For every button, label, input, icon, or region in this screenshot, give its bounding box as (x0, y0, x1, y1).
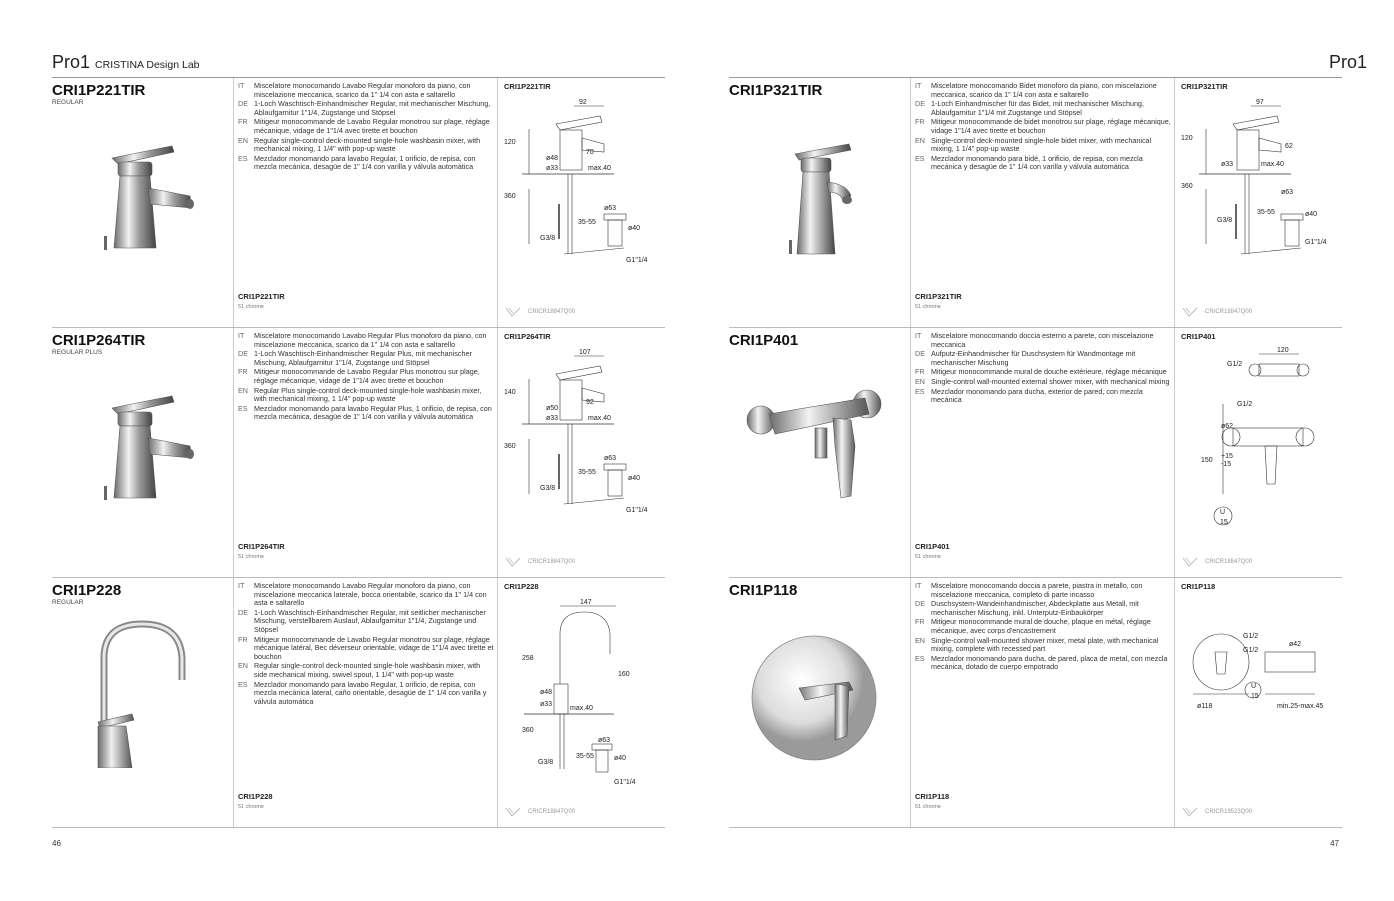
dimension-label: 147 (580, 599, 592, 606)
dimension-label: 15 (1220, 519, 1228, 526)
reference (1181, 806, 1252, 818)
description-line (915, 618, 1171, 635)
description-line (915, 378, 1171, 387)
dimension-label: 258 (522, 655, 534, 662)
dimension-label: G3/8 (538, 759, 554, 766)
dimension-label: U (1251, 683, 1257, 690)
column-divider (1174, 328, 1175, 577)
language-code: EN (915, 376, 925, 386)
dimension-label: ø118 (1197, 703, 1213, 710)
column-divider (497, 328, 498, 577)
product-code: CRI1P228 (52, 582, 122, 599)
reference-code: CRICR18847Q00 (1205, 309, 1253, 315)
reference-code: CRICR19523Q00 (1205, 809, 1253, 815)
dimension-label: G1/2 (1237, 401, 1253, 408)
description-text: Mitigeur monocommande mural de douche, plaque en métal, réglage mécanique, avec corps d'encastrement (931, 617, 1151, 635)
product-image (62, 368, 212, 518)
dimension-label: 35-55 (576, 753, 594, 760)
product-description (915, 82, 1171, 173)
dimension-label: 120 (504, 139, 516, 146)
dimension-label: 120 (1277, 347, 1289, 354)
language-code: DE (915, 99, 925, 109)
finish-code: CRI1P321TIR (915, 292, 962, 301)
description-line (915, 137, 1171, 154)
dimension-label: 92 (579, 99, 587, 106)
description-line (915, 350, 1171, 367)
description-text: Mitigeur monocommande mural de douche extérieure, réglage mécanique (931, 367, 1167, 377)
language-code: EN (238, 135, 248, 145)
drawing-code: CRI1P228 (504, 582, 539, 591)
product-line: REGULAR (52, 99, 84, 106)
dimension-label: 107 (579, 349, 591, 356)
recycle-icon (1181, 806, 1199, 818)
description-line (238, 118, 494, 135)
description-line (915, 332, 1171, 349)
reference (504, 556, 575, 568)
language-code: EN (238, 661, 248, 671)
dimension-label: ø33 (540, 701, 553, 708)
description-line (238, 681, 494, 707)
language-code: FR (238, 367, 248, 377)
finish-code: CRI1P401 (915, 542, 950, 551)
column-divider (910, 578, 911, 827)
description-text: Single-control wall-mounted shower mixer, metal plate, with mechanical mixing, complete with recessed part (931, 635, 1159, 654)
column-divider (497, 78, 498, 327)
dimension-label: 62 (1285, 143, 1293, 150)
dimension-label: G1"1/4 (626, 257, 648, 264)
dimension-label: 70 (586, 149, 594, 156)
description-line (238, 155, 494, 172)
language-code: IT (238, 331, 245, 340)
description-text: 1-Loch Einhandmischer für das Bidet, mit mechanischer Mischung, Ablaufgarnitur 1"1/4 mit Zugstange und Stöpsel (931, 99, 1144, 117)
description-line (238, 137, 494, 154)
column-divider (233, 578, 234, 827)
description-line (915, 637, 1171, 654)
product-code: CRI1P118 (729, 582, 798, 599)
dimension-label: G1"1/4 (1305, 239, 1327, 246)
product-code: CRI1P401 (729, 332, 799, 349)
language-code: EN (238, 385, 248, 395)
dimension-label: +15 (1221, 453, 1233, 460)
description-text: Miscelatore monocomando Lavabo Regular Plus monoforo da piano, con miscelazione meccanica, scarico da 1" 1/4 con asta e saltarello (254, 331, 487, 349)
language-code: IT (915, 81, 922, 90)
brand-title: Pro1 (52, 52, 91, 72)
description-line (238, 82, 494, 99)
dimension-label: ø33 (546, 415, 559, 422)
description-text: Miscelatore monocomando Lavabo Regular monoforo da piano, con miscelazione meccanica, scarico da 1" 1/4 con asta e saltarello (254, 81, 471, 99)
description-text: Mitigeur monocommande de bidet monotrou sur plage, réglage mécanique, vidage 1"1/4 avec tirette et bouchon (931, 117, 1171, 135)
finish-code: CRI1P118 (915, 792, 950, 801)
reference-code: CRICR18847Q00 (1205, 559, 1253, 565)
description-text: Regular Plus single-control deck-mounted single-hole washbasin mixer, with mechanical mixing, 1 1/4" pop-up waste (254, 385, 482, 404)
dimension-label: G1/2 (1243, 633, 1259, 640)
dimension-label: ø63 (598, 737, 611, 744)
finish-code: CRI1P228 (238, 792, 273, 801)
dimension-label: ø62 (1221, 423, 1234, 430)
product-image (739, 368, 889, 518)
recycle-icon (1181, 556, 1199, 568)
description-text: Regular single-control deck-mounted single-hole washbasin mixer, with mechanical mixing, 1 1/4" with pop-up waste (254, 135, 481, 154)
dimension-label: G1"1/4 (626, 507, 648, 514)
description-text: Mezclador monomando para lavabo Regular, 1 orificio, de repisa, con mezcla mecánica, desagüe de 1" 1/4 con varilla y válvula automática (254, 153, 476, 172)
finish-code: CRI1P221TIR (238, 292, 285, 301)
dimension-label: 97 (1256, 99, 1264, 106)
technical-drawing (504, 94, 664, 294)
description-text: 1-Loch Waschtisch-Einhandmischer Regular, mit seitlicher mechanischer Mischung, verstellbarem Auslauf, Ablaufgarnitur 1"1/4, Zugstange und Stöpsel (254, 607, 486, 634)
language-code: ES (915, 153, 925, 163)
language-code: ES (238, 403, 248, 413)
dimension-label: U (1220, 509, 1226, 516)
language-code: FR (915, 367, 925, 377)
dimension-label: max.40 (1261, 161, 1284, 168)
description-text: Aufputz-Einhandmischer für Duschsystem für Wandmontage mit mechanischer Mischung (931, 349, 1136, 367)
finish-code: CRI1P264TIR (238, 542, 285, 551)
column-divider (910, 328, 911, 577)
product-row (52, 328, 665, 578)
language-code: FR (915, 617, 925, 627)
column-divider (233, 328, 234, 577)
language-code: IT (238, 581, 245, 590)
product-image (739, 118, 889, 268)
language-code: DE (915, 599, 925, 609)
dimension-label: ø48 (546, 155, 559, 162)
recycle-icon (504, 306, 522, 318)
description-text: Duschsystem-Wandeinhandmischer, Abdeckplatte aus Metall, mit mechanischer Mischung, inkl. Unterputz-Einbaukörper (931, 599, 1139, 617)
language-code: FR (238, 634, 248, 644)
product-description (238, 332, 494, 423)
dimension-label: ø63 (604, 205, 617, 212)
page-number: 47 (1330, 839, 1339, 848)
column-divider (1174, 578, 1175, 827)
language-code: EN (915, 635, 925, 645)
recycle-icon (504, 556, 522, 568)
description-text: Mitigeur monocommande de Lavabo Regular monotrou sur plage, réglage mécanique, vidage de 1"1/4 avec tirette et bouchon (254, 117, 490, 135)
drawing-code: CRI1P401 (1181, 332, 1216, 341)
language-code: DE (915, 349, 925, 359)
dimension-label: ø33 (1221, 161, 1234, 168)
language-code: FR (238, 117, 248, 127)
description-line (238, 405, 494, 422)
dimension-label: G3/8 (540, 235, 556, 242)
description-text: Miscelatore monocomando doccia esterno a parete, con miscelazione meccanica (931, 331, 1154, 349)
product-row (729, 578, 1342, 828)
dimension-label: 360 (504, 443, 516, 450)
description-text: Single-control wall-mounted external shower mixer, with mechanical mixing (931, 376, 1170, 386)
dimension-label: ø50 (546, 405, 559, 412)
footer-rule (729, 827, 1342, 828)
dimension-label: max.40 (570, 705, 593, 712)
dimension-label: 120 (1181, 135, 1193, 142)
language-code: EN (915, 135, 925, 145)
recycle-icon (504, 806, 522, 818)
description-text: 1-Loch Waschtisch-Einhandmischer Regular Plus, mit mechanischer Mischung, Ablaufgarnitur 1"1/4, Zugstange und Stöpsel (254, 349, 472, 367)
description-line (238, 387, 494, 404)
reference (504, 306, 575, 318)
description-line (915, 388, 1171, 405)
description-line (238, 636, 494, 662)
description-text: Mezclador monomando para ducha, de pared, placa de metal, con mezcla mecánica, dotado de cuerpo empotrado (931, 653, 1168, 672)
dimension-label: 140 (504, 389, 516, 396)
language-code: DE (238, 607, 248, 617)
reference-code: CRICR18847Q00 (528, 309, 576, 315)
product-code: CRI1P264TIR (52, 332, 146, 349)
dimension-label: ø63 (604, 455, 617, 462)
page-header (1329, 52, 1367, 76)
product-image (62, 118, 212, 268)
language-code: IT (915, 331, 922, 340)
finish-color: 51 chrome (915, 554, 941, 560)
description-text: Mitigeur monocommande de Lavabo Regular monotrou sur plage, réglage mécanique latéral, Bec déverseur orientable, vidage de 1"1/4 avec tirette et bouchon (254, 634, 494, 661)
dimension-label: G3/8 (1217, 217, 1233, 224)
description-line (915, 118, 1171, 135)
column-divider (910, 78, 911, 327)
brand-subtitle: CRISTINA Design Lab (95, 59, 200, 71)
description-line (915, 82, 1171, 99)
description-line (238, 350, 494, 367)
dimension-label: 15 (1251, 693, 1259, 700)
reference (1181, 556, 1252, 568)
product-description (915, 582, 1171, 673)
description-line (238, 582, 494, 608)
dimension-label: 160 (618, 671, 630, 678)
technical-drawing (1181, 94, 1341, 294)
dimension-label: ø63 (1281, 189, 1294, 196)
language-code: ES (238, 153, 248, 163)
dimension-label: 150 (1201, 457, 1213, 464)
description-text: Mezclador monomando para lavabo Regular Plus, 1 orificio, de repisa, con mezcla mecánica, desagüe de 1" 1/4 con varilla y válvula automática (254, 403, 492, 422)
page-header (52, 52, 200, 76)
language-code: ES (915, 653, 925, 663)
column-divider (233, 78, 234, 327)
footer-rule (52, 827, 665, 828)
product-line: REGULAR PLUS (52, 349, 103, 356)
dimension-label: ø42 (1289, 641, 1302, 648)
description-line (915, 582, 1171, 599)
description-text: Miscelatore monocomando Lavabo Regular monoforo da piano, con miscelazione meccanica laterale, bocca orientabile, scarico da 1" 1/4 con asta e saltarello (254, 581, 487, 608)
drawing-code: CRI1P321TIR (1181, 82, 1228, 91)
dimension-label: G1/2 (1227, 361, 1243, 368)
dimension-label: ø40 (628, 475, 641, 482)
drawing-code: CRI1P221TIR (504, 82, 551, 91)
finish-color: 51 chrome (238, 304, 264, 310)
language-code: DE (238, 99, 248, 109)
finish-color: 51 chrome (915, 304, 941, 310)
technical-drawing (504, 344, 664, 544)
language-code: ES (238, 679, 248, 689)
language-code: IT (238, 81, 245, 90)
description-text: Mezclador monomando para ducha, exterior de pared, con mezcla mecánica (931, 386, 1143, 405)
dimension-label: 360 (1181, 183, 1193, 190)
description-line (915, 655, 1171, 672)
description-text: Miscelatore monocomando doccia a parete, piastra in metallo, con miscelazione meccanica, completo di parte incasso (931, 581, 1143, 599)
reference-code: CRICR18847Q00 (528, 809, 576, 815)
right-page (697, 0, 1394, 901)
recycle-icon (1181, 306, 1199, 318)
brand-title: Pro1 (1328, 52, 1367, 72)
description-text: Miscelatore monocomando Bidet monoforo da piano, con miscelazione meccanica, scarico da 1" 1/4 con asta e saltarello (931, 81, 1157, 99)
dimension-label: min.25-max.45 (1277, 703, 1324, 710)
dimension-label: 35-55 (578, 469, 596, 476)
dimension-label: G1/2 (1243, 647, 1259, 654)
description-text: Single-control deck-mounted single-hole bidet mixer, with mechanical mixing, 1 1/4" pop-up waste (931, 135, 1152, 154)
finish-color: 51 chrome (238, 554, 264, 560)
description-text: 1-Loch Waschtisch-Einhandmischer Regular, mit mechanischer Mischung, Ablaufgarnitur 1"1/4, Zugstange und Stöpsel (254, 99, 491, 117)
description-line (238, 332, 494, 349)
dimension-label: 35-55 (578, 219, 596, 226)
dimension-label: max.40 (588, 415, 611, 422)
reference (1181, 306, 1252, 318)
finish-color: 51 chrome (238, 804, 264, 810)
dimension-label: ø40 (614, 755, 627, 762)
description-text: Regular single-control deck-mounted single-hole washbasin mixer, with side mechanical mixing, swivel spout, 1 1/4" with pop-up waste (254, 661, 481, 679)
description-text: Mezclador monomando para lavabo Regular, 1 orificio, de repisa, con mezcla mecánica lateral, caño orientable, desagüe de 1" 1/4 con varilla y válvula automática (254, 679, 487, 706)
product-code: CRI1P321TIR (729, 82, 823, 99)
dimension-label: ø40 (1305, 211, 1318, 218)
language-code: ES (915, 386, 925, 396)
column-divider (497, 578, 498, 827)
product-row (729, 78, 1342, 328)
description-line (238, 662, 494, 679)
dimension-label: ø33 (546, 165, 559, 172)
product-line: REGULAR (52, 599, 84, 606)
description-line (915, 600, 1171, 617)
product-description (915, 332, 1171, 406)
description-line (238, 368, 494, 385)
dimension-label: G1"1/4 (614, 779, 636, 786)
product-code: CRI1P221TIR (52, 82, 146, 99)
technical-drawing (1181, 594, 1341, 794)
dimension-label: 35-55 (1257, 209, 1275, 216)
technical-drawing (504, 594, 664, 794)
description-line (238, 609, 494, 635)
reference-code: CRICR18847Q00 (528, 559, 576, 565)
dimension-label: max.40 (588, 165, 611, 172)
product-row (52, 578, 665, 828)
product-row (729, 328, 1342, 578)
description-text: Mezclador monomando para bidé, 1 orificio, de repisa, con mezcla mecánica y desagüe de 1" 1/4 con varilla y válvula automática (931, 153, 1143, 172)
column-divider (1174, 78, 1175, 327)
dimension-label: -15 (1221, 461, 1232, 468)
dimension-label: ø40 (628, 225, 641, 232)
language-code: IT (915, 581, 922, 590)
finish-color: 51 chrome (915, 804, 941, 810)
technical-drawing (1181, 344, 1341, 544)
language-code: DE (238, 349, 248, 359)
page-number: 46 (52, 839, 61, 848)
product-description (238, 582, 494, 707)
dimension-label: 360 (504, 193, 516, 200)
description-line (915, 368, 1171, 377)
language-code: FR (915, 117, 925, 127)
dimension-label: G3/8 (540, 485, 556, 492)
description-line (238, 100, 494, 117)
description-text: Mitigeur monocommande de Lavabo Regular Plus monotrou sur plage, réglage mécanique, vidage de 1"1/4 avec tirette et bouchon (254, 367, 480, 385)
dimension-label: 360 (522, 727, 534, 734)
product-image (62, 618, 212, 768)
dimension-label: ø48 (540, 689, 553, 696)
description-line (915, 100, 1171, 117)
drawing-code: CRI1P118 (1181, 582, 1216, 591)
drawing-code: CRI1P264TIR (504, 332, 551, 341)
description-line (915, 155, 1171, 172)
product-image (739, 618, 889, 768)
product-description (238, 82, 494, 173)
dimension-label: 92 (586, 399, 594, 406)
product-row (52, 78, 665, 328)
reference (504, 806, 575, 818)
